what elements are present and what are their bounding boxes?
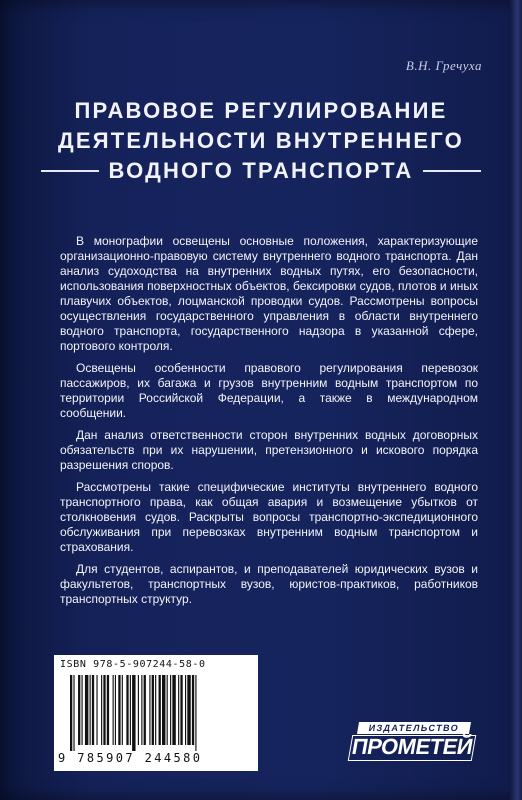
book-title (30, 96, 492, 186)
publisher-logo (350, 722, 474, 762)
title-line-3-row (30, 156, 492, 186)
annotation-paragraph-2: Освещены особенности правового регулирования перевозок пассажиров, их багажа и грузов внутренним водным транспортом по территории Российской Федерации, а также в международном сообщении. (60, 361, 478, 420)
annotation-text (60, 234, 478, 614)
title-line-3: ВОДНОГО ТРАНСПОРТА (108, 158, 414, 183)
publisher-logo-name: ПРОМЕТЕЙ (348, 735, 477, 761)
cover-spine-edge (510, 0, 522, 800)
barcode-label (54, 655, 258, 771)
title-line-1: ПРАВОВОЕ РЕГУЛИРОВАНИЕ (74, 98, 448, 123)
title-rule-right (423, 170, 481, 172)
author-name: В.Н. Гречуха (405, 58, 482, 73)
annotation-paragraph-4: Рассмотрены такие специфические институты внутреннего водного транспортного права, как общая авария и возмещение убытков от столкновения судов. Раскрыты вопросы транспортно-экспедиционного обслуживания при перевозках внутренним водным транспортом и страхования. (60, 480, 478, 554)
barcode-icon (70, 675, 252, 751)
isbn-text: ISBN 978-5-907244-58-0 (60, 659, 206, 670)
publisher-logo-top: ИЗДАТЕЛЬСТВО (357, 722, 471, 734)
barcode-number: 9 785907 244580 (58, 751, 203, 765)
annotation-paragraph-5: Для студентов, аспирантов, и преподавателей юридических вузов и факультетов, транспортных вузов, юристов-практиков, работников транспортных структур. (60, 562, 478, 606)
annotation-paragraph-1: В монографии освещены основные положения, характеризующие организационно-правовую систему внутреннего водного транспорта. Дан анализ судоходства на внутренних водных путях, его безопасности, использования поверхностных объектов, бексировки судов, плотов и иных плавучих объектов, лоцманской проводки судов. Рассмотрены вопросы осуществления государственного управления в области внутреннего водного транспорта, государственного надзора в указанной сфере, портового контроля. (60, 234, 478, 353)
title-rule-left (41, 170, 99, 172)
title-line-2: ДЕЯТЕЛЬНОСТИ ВНУТРЕННЕГО (57, 128, 464, 153)
annotation-paragraph-3: Дан анализ ответственности сторон внутренних водных договорных обязательств при их нарушении, претензионного и искового порядка разрешения споров. (60, 428, 478, 472)
